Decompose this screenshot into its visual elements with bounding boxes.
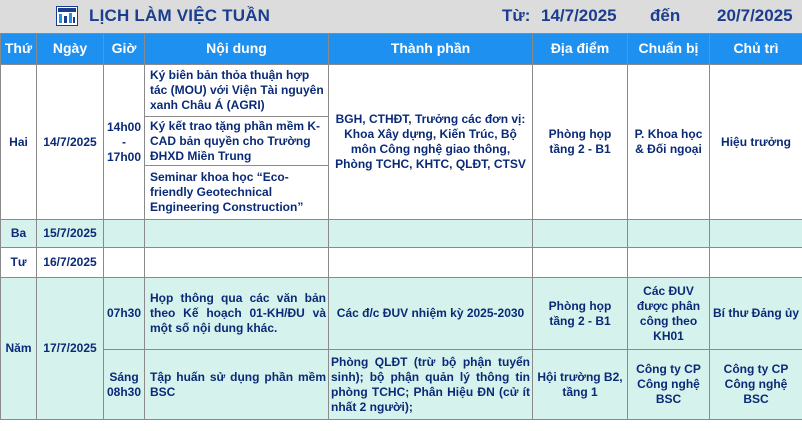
content-cell: Tập huấn sử dụng phần mềm BSC [145, 350, 329, 420]
col-header-content: Nội dung [145, 34, 329, 65]
chair-cell [710, 248, 802, 278]
time-cell: 07h30 [104, 278, 145, 350]
page-title: LỊCH LÀM VIỆC TUẦN [89, 6, 271, 25]
to-date: 20/7/2025 [717, 6, 793, 25]
preparation-cell: Công ty CP Công nghệ BSC [628, 350, 710, 420]
col-header-preparation: Chuẩn bị [628, 34, 710, 65]
preparation-cell: P. Khoa học & Đối ngoại [628, 65, 710, 220]
from-label: Từ: [502, 6, 531, 25]
table-row [1, 220, 802, 248]
preparation-cell [628, 220, 710, 248]
location-cell: Phòng họp tầng 2 - B1 [533, 278, 628, 350]
preparation-cell: Các ĐUV được phân công theo KH01 [628, 278, 710, 350]
table-row [1, 248, 802, 278]
table-row [1, 350, 802, 420]
location-cell [533, 248, 628, 278]
location-cell [533, 220, 628, 248]
schedule-table [0, 33, 802, 420]
table-row [1, 278, 802, 350]
participants-cell [329, 248, 533, 278]
time-cell: Sáng 08h30 [104, 350, 145, 420]
header-row [1, 34, 802, 65]
chair-cell: Bí thư Đảng ủy [710, 278, 802, 350]
content-cell [145, 220, 329, 248]
participants-cell: BGH, CTHĐT, Trưởng các đơn vị: Khoa Xây dựng, Kiến Trúc, Bộ môn Công nghệ giao thông, Phòng TCHC, KHTC, QLĐT, CTSV [329, 65, 533, 220]
date-cell: 14/7/2025 [37, 65, 104, 220]
time-cell: 14h00 - 17h00 [104, 65, 145, 220]
title-bar [0, 0, 802, 33]
col-header-time: Giờ [104, 34, 145, 65]
table-row [1, 65, 802, 117]
date-cell: 15/7/2025 [37, 220, 104, 248]
date-cell: 16/7/2025 [37, 248, 104, 278]
to-label: đến [650, 6, 681, 25]
day-cell: Hai [1, 65, 37, 220]
date-cell: 17/7/2025 [37, 278, 104, 420]
day-cell: Năm [1, 278, 37, 420]
preparation-cell [628, 248, 710, 278]
chair-cell: Công ty CP Công nghệ BSC [710, 350, 802, 420]
calendar-icon [56, 6, 78, 26]
col-header-chair: Chủ trì [710, 34, 802, 65]
time-cell [104, 220, 145, 248]
location-cell: Hội trường B2, tầng 1 [533, 350, 628, 420]
time-cell [104, 248, 145, 278]
col-header-date: Ngày [37, 34, 104, 65]
content-cell: Ký kết trao tặng phần mềm K-CAD bản quyền cho Trường ĐHXD Miền Trung [145, 117, 329, 166]
chair-cell: Hiệu trưởng [710, 65, 802, 220]
col-header-day: Thứ [1, 34, 37, 65]
col-header-location: Địa điểm [533, 34, 628, 65]
day-cell: Tư [1, 248, 37, 278]
content-cell: Seminar khoa học “Eco-friendly Geotechnical Engineering Construction” [145, 166, 329, 220]
from-date: 14/7/2025 [541, 6, 617, 25]
col-header-participants: Thành phần [329, 34, 533, 65]
participants-cell: Phòng QLĐT (trừ bộ phận tuyển sinh); bộ phận quản lý thông tin phòng TCHC; Phân Hiệu ĐN (cử ít nhất 2 người); [329, 350, 533, 420]
content-cell [145, 248, 329, 278]
chair-cell [710, 220, 802, 248]
location-cell: Phòng họp tầng 2 - B1 [533, 65, 628, 220]
day-cell: Ba [1, 220, 37, 248]
content-cell: Ký biên bản thỏa thuận hợp tác (MOU) với Viện Tài nguyên xanh Châu Á (AGRI) [145, 65, 329, 117]
content-cell: Họp thông qua các văn bản theo Kế hoạch 01-KH/ĐU và một số nội dung khác. [145, 278, 329, 350]
participants-cell: Các đ/c ĐUV nhiệm kỳ 2025-2030 [329, 278, 533, 350]
participants-cell [329, 220, 533, 248]
